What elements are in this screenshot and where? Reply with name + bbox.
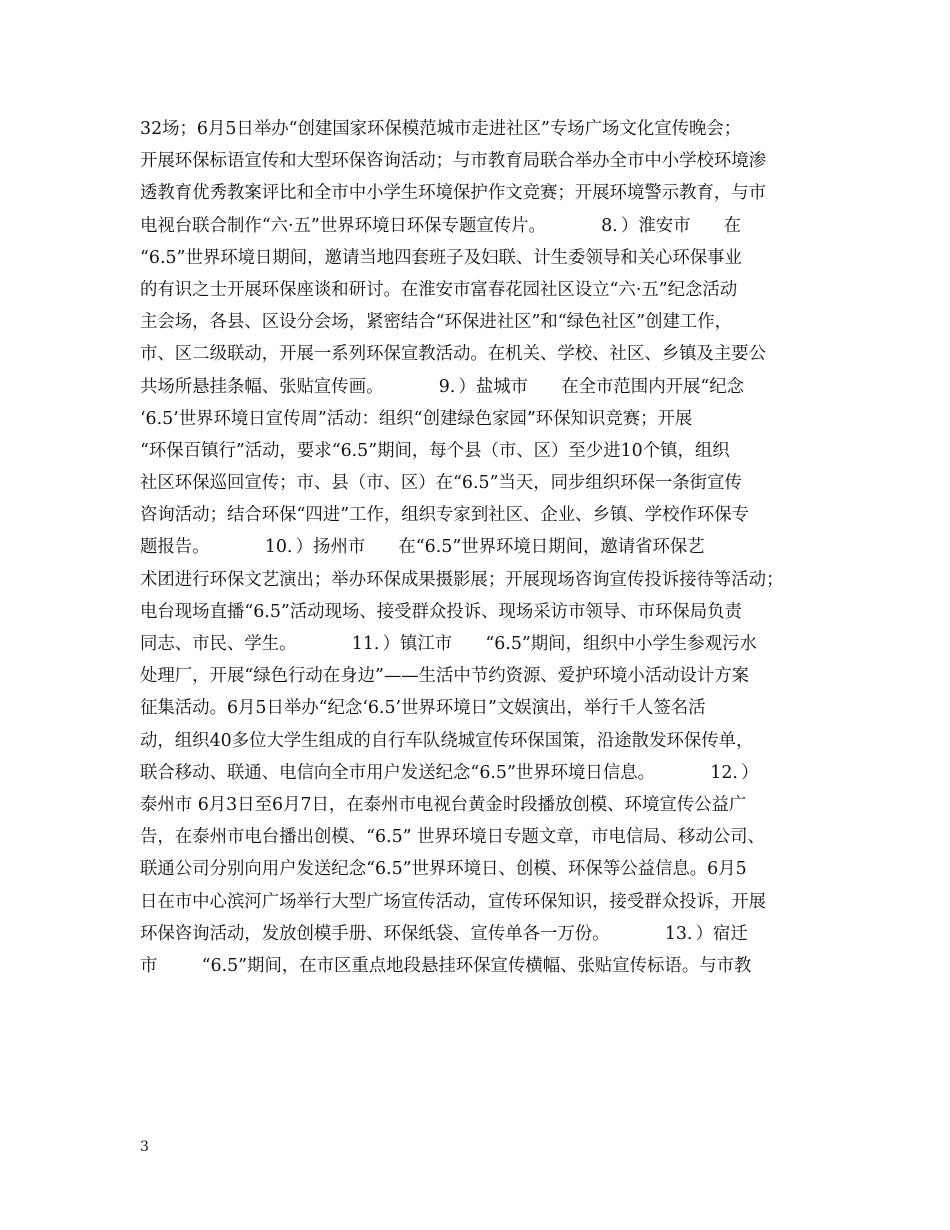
text-line: 共场所悬挂条幅、张贴宣传画。 9．）盐城市 在全市范围内开展“纪念 — [140, 376, 745, 397]
text-line: 环保咨询活动，发放创模手册、环保纸袋、宣传单各一万份。 13．）宿迁 — [140, 923, 748, 944]
page-number: 3 — [140, 1139, 149, 1155]
text-line: “环保百镇行”活动，要求“6.5”期间，每个县（市、区）至少进10个镇，组织 — [140, 440, 730, 461]
body-text — [140, 113, 830, 982]
text-line: 电台现场直播“6.5”活动现场、接受群众投诉、现场采访市领导、市环保局负责 — [140, 601, 742, 622]
text-line: 术团进行环保文艺演出；举办环保成果摄影展；开展现场咨询宣传投诉接待等活动； — [140, 569, 784, 590]
text-line: 泰州市 6月3日至6月7日，在泰州市电视台黄金时段播放创模、环境宣传公益广 — [140, 794, 747, 815]
text-line: 市 “6.5”期间，在市区重点地段悬挂环保宣传横幅、张贴宣传标语。与市教 — [140, 955, 752, 976]
text-line: 咨询活动；结合环保“四进”工作，组织专家到社区、企业、乡镇、学校作环保专 — [140, 505, 750, 526]
text-line: 的有识之士开展环保座谈和研讨。在淮安市富春花园社区设立“六·五”纪念活动 — [140, 279, 738, 300]
text-line: 征集活动。6月5日举办“纪念‘6.5’世界环境日”文娱演出，举行千人签名活 — [140, 698, 706, 719]
text-line: 32场；6月5日举办“创建国家环保模范城市走进社区”专场广场文化宣传晚会； — [140, 119, 742, 139]
text-line: 日在市中心滨河广场举行大型广场宣传活动，宣传环保知识，接受群众投诉，开展 — [140, 891, 767, 912]
text-line: 主会场，各县、区设分会场，紧密结合“环保进社区”和“绿色社区”创建工作， — [140, 312, 733, 333]
text-line: ‘6.5’世界环境日宣传周”活动：组织“创建绿色家园”环保知识竞赛；开展 — [140, 408, 693, 429]
text-line: 联合移动、联通、电信向全市用户发送纪念“6.5”世界环境日信息。 12．） — [140, 762, 759, 783]
text-line: 题报告。 10．）扬州市 在“6.5”世界环境日期间，邀请省环保艺 — [140, 537, 705, 558]
text-line: 社区环保巡回宣传；市、县（市、区）在“6.5”当天，同步组织环保一条街宣传 — [140, 473, 742, 494]
text-line: 同志、市民、学生。 11．）镇江市 “6.5”期间，组织中小学生参观污水 — [140, 634, 757, 654]
text-line: 开展环保标语宣传和大型环保咨询活动；与市教育局联合举办全市中小学校环境渗 — [140, 151, 767, 172]
text-line: 告，在泰州市电台播出创模、“6.5” 世界环境日专题文章，市电信局、移动公司、 — [140, 827, 765, 848]
text-line: 联通公司分别向用户发送纪念“6.5”世界环境日、创模、环保等公益信息。6月5 — [140, 859, 747, 880]
text-line: 透教育优秀教案评比和全市中小学生环境保护作文竞赛；开展环境警示教育，与市 — [140, 183, 767, 204]
text-line: 电视台联合制作“六·五”世界环境日环保专题宣传片。 8．）淮安市 在 — [140, 215, 742, 236]
text-line: 处理厂，开展“绿色行动在身边”——生活中节约资源、爱护环境小活动设计方案 — [140, 666, 750, 687]
text-line: 市、区二级联动，开展一系列环保宣教活动。在机关、学校、社区、乡镇及主要公 — [140, 344, 767, 365]
text-line: 动，组织40多位大学生组成的自行车队绕城宣传环保国策，沿途散发环保传单， — [140, 730, 754, 751]
text-line: “6.5”世界环境日期间，邀请当地四套班子及妇联、计生委领导和关心环保事业 — [140, 247, 742, 268]
